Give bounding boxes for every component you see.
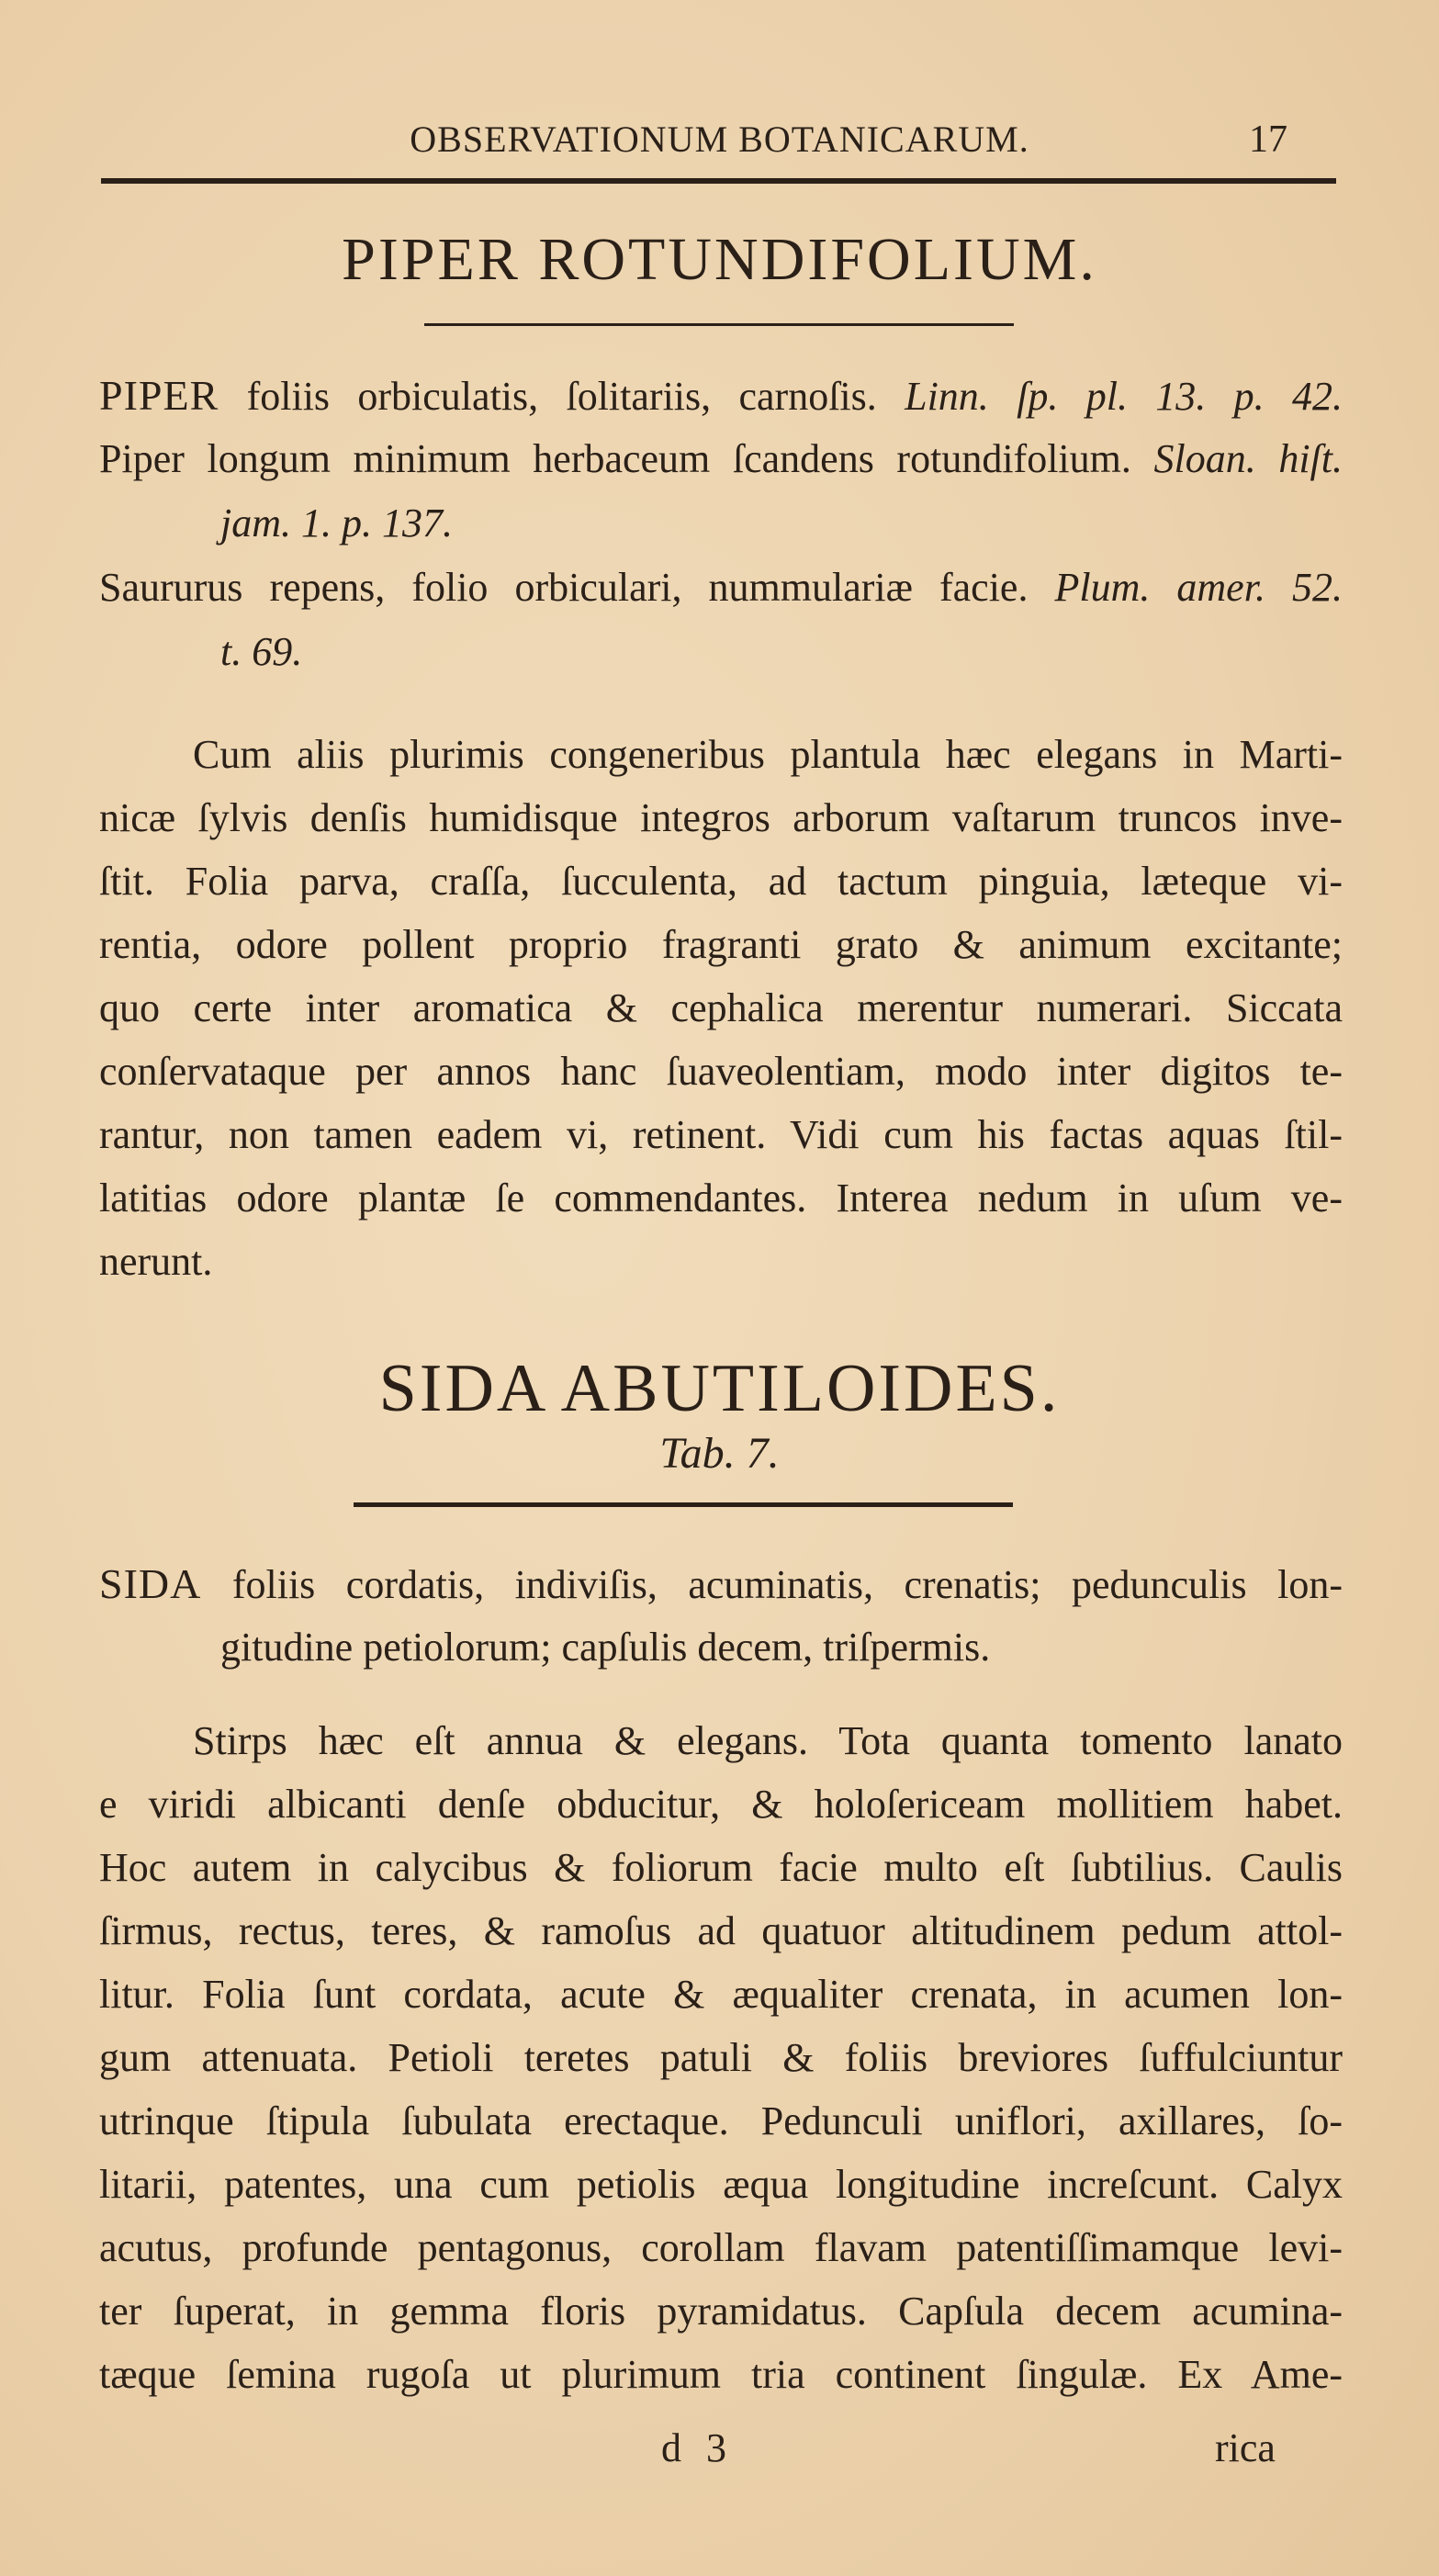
paragraph-line: quo certe inter aromatica & cephalica merentur numerari. Siccata: [99, 985, 1343, 1030]
section-title-piper: PIPER ROTUNDIFOLIUM.: [342, 226, 1097, 293]
paragraph-line: nicæ ſylvis denſis humidisque integros arborum vaſtarum truncos inve-: [99, 795, 1343, 840]
paragraph-line: ſirmus, rectus, teres, & ramoſus ad quatuor altitudinem pedum attol-: [99, 1908, 1343, 1953]
paragraph-line: tæque ſemina rugoſa ut plurimum tria continent ſingulæ. Ex Ame-: [99, 2352, 1343, 2397]
synonym-line: t. 69.: [220, 629, 303, 674]
paragraph-line: Hoc autem in calycibus & foliorum facie multo eſt ſubtilius. Caulis: [99, 1845, 1343, 1890]
paragraph-line: ſtit. Folia parva, craſſa, ſucculenta, ad tactum pinguia, læteque vi-: [99, 859, 1343, 904]
paragraph-line: litur. Folia ſunt cordata, acute & æqualiter crenata, in acumen lon-: [99, 1972, 1343, 2017]
paragraph-line: acutus, profunde pentagonus, corollam flavam patentiſſimamque levi-: [99, 2225, 1343, 2270]
paragraph-line: rantur, non tamen eadem vi, retinent. Vidi cum his factas aquas ſtil-: [99, 1112, 1343, 1157]
plate-reference: Tab. 7.: [659, 1429, 780, 1478]
paragraph-line: litarii, patentes, una cum petiolis æqua longitudine increſcunt. Calyx: [99, 2162, 1343, 2207]
paragraph-line: ter ſuperat, in gemma floris pyramidatus. Capſula decem acumina-: [99, 2289, 1343, 2334]
signature-mark: d 3: [661, 2425, 734, 2470]
paragraph-line: gum attenuata. Petioli teretes patuli & foliis breviores ſuffulciuntur: [99, 2035, 1343, 2080]
section-title-sida: SIDA ABUTILOIDES.: [378, 1351, 1061, 1426]
running-head: OBSERVATIONUM BOTANICARUM.: [410, 118, 1029, 160]
paragraph-line: latitias odore plantæ ſe commendantes. Interea nedum in uſum ve-: [99, 1176, 1343, 1221]
paragraph-line: e viridi albicanti denſe obducitur, & holoſericeam mollitiem habet.: [99, 1782, 1343, 1827]
diagnosis-line: gitudine petiolorum; capſulis decem, triſpermis.: [220, 1625, 991, 1670]
synonym-line: Piper longum minimum herbaceum ſcandens rotundifolium. Sloan. hiſt.: [99, 436, 1343, 481]
header-rule: [101, 178, 1336, 184]
paragraph-line: Cum aliis plurimis congeneribus plantula hæc elegans in Marti-: [193, 732, 1343, 777]
catchword: rica: [1215, 2425, 1276, 2470]
synonym-line: PIPER foliis orbiculatis, ſolitariis, carnoſis. Linn. ſp. pl. 13. p. 42.: [99, 372, 1343, 419]
paragraph-line: nerunt.: [99, 1239, 213, 1284]
title-rule-sida: [354, 1502, 1013, 1507]
title-rule-piper: [424, 323, 1014, 326]
paragraph-line: utrinque ſtipula ſubulata erectaque. Pedunculi uniflori, axillares, ſo-: [99, 2098, 1343, 2143]
diagnosis-line: SIDA foliis cordatis, indiviſis, acuminatis, crenatis; pedunculis lon-: [99, 1560, 1343, 1607]
synonym-line: Saururus repens, folio orbiculari, nummulariæ facie. Plum. amer. 52.: [99, 565, 1343, 610]
paragraph-line: Stirps hæc eſt annua & elegans. Tota quanta tomento lanato: [193, 1718, 1343, 1763]
synonym-line: jam. 1. p. 137.: [220, 501, 453, 546]
paragraph-line: rentia, odore pollent proprio fragranti grato & animum excitante;: [99, 922, 1343, 967]
paragraph-line: conſervataque per annos hanc ſuaveolentiam, modo inter digitos te-: [99, 1049, 1343, 1094]
page-number: 17: [1249, 118, 1287, 161]
